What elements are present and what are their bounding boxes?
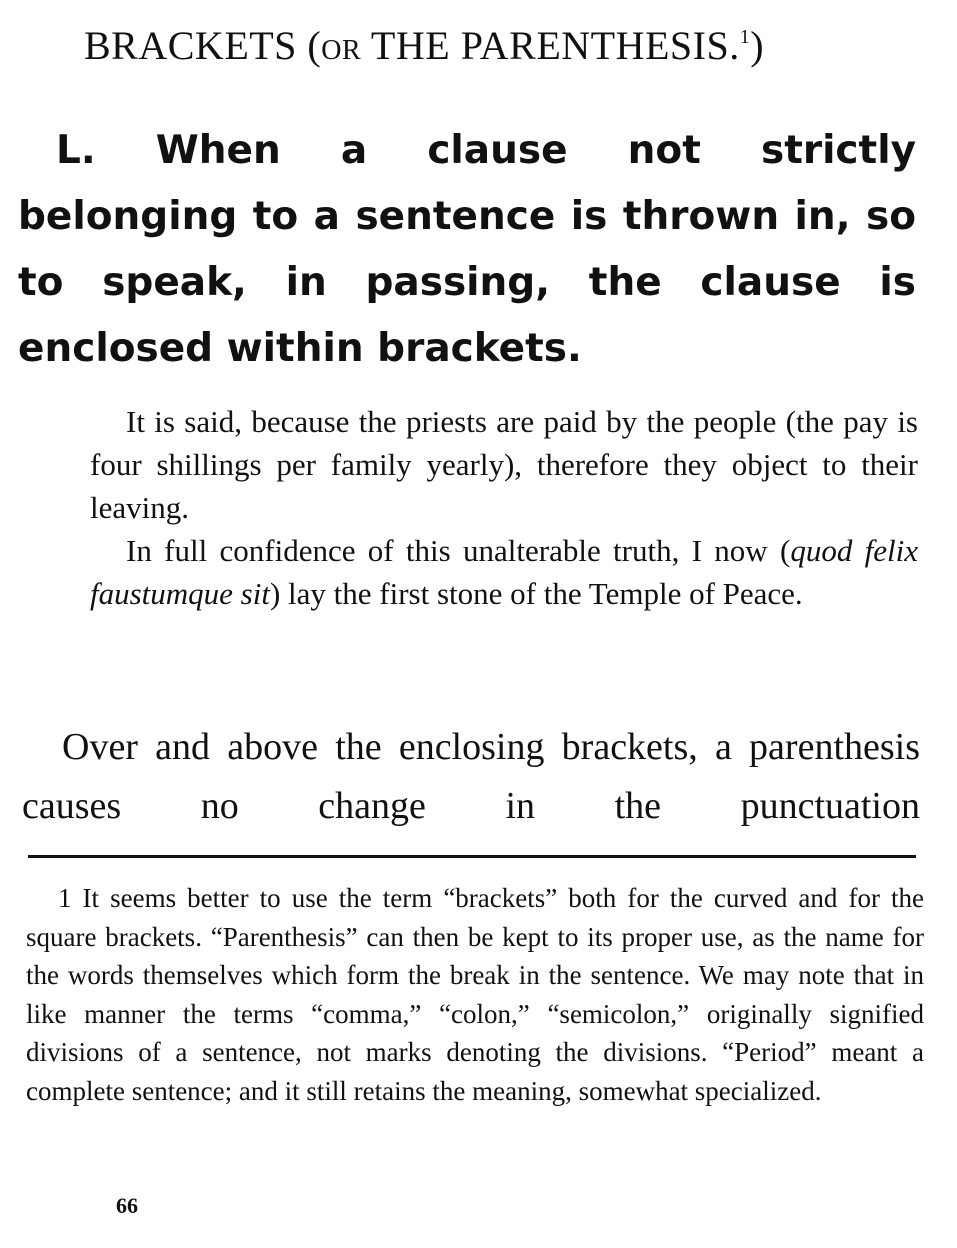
header-title-close: )	[750, 23, 765, 68]
example-1	[90, 400, 918, 529]
continuation-paragraph	[22, 718, 920, 836]
page-number: 66	[116, 1193, 138, 1218]
example-1-text: It is said, because the priests are paid by the people (the pay is four shillings per family yearly), therefore they object to their leaving.	[90, 404, 918, 525]
running-header	[84, 22, 764, 69]
header-title-part2: THE PARENTHESIS.	[361, 23, 740, 68]
header-title-smallcaps: OR	[321, 35, 362, 66]
example-2-latin-phrase: quod felix faustumque sit	[90, 533, 918, 611]
example-2-text-after: ) lay the first stone of the Temple of Peace.	[269, 576, 803, 611]
footnote	[26, 879, 924, 1110]
header-footnote-mark: 1	[739, 26, 751, 48]
continuation-text: Over and above the enclosing brackets, a parenthesis causes no change in the punctuation	[22, 726, 920, 827]
examples-block	[90, 400, 918, 615]
footnote-text: It seems better to use the term “brackets” both for the curved and for the square brackets. “Parenthesis” can then be kept to its proper use, as the name for the words themselves which form the break in the sentence. We may note that in like manner the terms “comma,” “colon,” “semicolon,” originally signified divisions of a sentence, not marks denoting the divisions. “Period” meant a complete sentence; and it still retains the meaning, somewhat specialized.	[26, 883, 924, 1106]
example-2-text-before: In full confidence of this unalterable truth, I now (	[126, 533, 791, 568]
example-2	[90, 529, 918, 615]
footnote-divider	[28, 855, 916, 858]
rule-statement	[18, 118, 916, 382]
footnote-mark: 1	[58, 883, 72, 913]
rule-text: L. When a clause not strictly belonging to a sentence is thrown in, so to speak, in passing, the clause is enclosed within brackets.	[18, 128, 916, 371]
header-title-part1: BRACKETS (	[84, 23, 322, 68]
